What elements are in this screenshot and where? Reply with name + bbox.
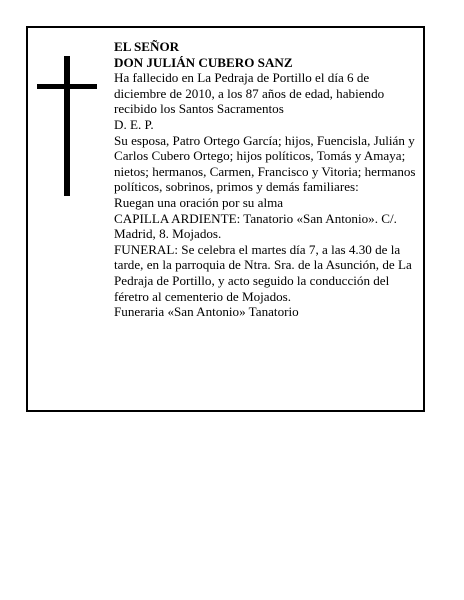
cross-horizontal-bar bbox=[37, 84, 97, 89]
obituary-text bbox=[114, 39, 420, 320]
obituary-family: Su esposa, Patro Ortego García; hijos, Fuencisla, Julián y Carlos Cubero Ortego; hijos políticos, Tomás y Amaya; nietos; hermanos, Carmen, Francisco y Vitoria; hermanos políticos, sobrinos, primos y demás familiares: bbox=[114, 132, 416, 195]
obituary-deceased-name: DON JULIÁN CUBERO SANZ bbox=[114, 54, 293, 70]
obituary-dep: D. E. P. bbox=[114, 116, 154, 132]
obituary-funeral-home: Funeraria «San Antonio» Tanatorio bbox=[114, 304, 299, 320]
obituary-announcement: Ha fallecido en La Pedraja de Portillo el día 6 de diciembre de 2010, a los 87 años de edad, habiendo recibido los Santos Sacramentos bbox=[114, 70, 385, 117]
obituary-prayer: Ruegan una oración por su alma bbox=[114, 194, 284, 210]
cross-vertical-bar bbox=[64, 56, 70, 196]
obituary-chapel: CAPILLA ARDIENTE: Tanatorio «San Antonio». C/. Madrid, 8. Mojados. bbox=[114, 210, 397, 242]
obituary-heading-title: EL SEÑOR bbox=[114, 39, 180, 54]
obituary-funeral: FUNERAL: Se celebra el martes día 7, a las 4.30 de la tarde, en la parroquia de Ntra. Sra. de la Asunción, de La Pedraja de Portillo, y acto seguido la conducción del féretro al cementerio de Mojados. bbox=[114, 241, 412, 304]
